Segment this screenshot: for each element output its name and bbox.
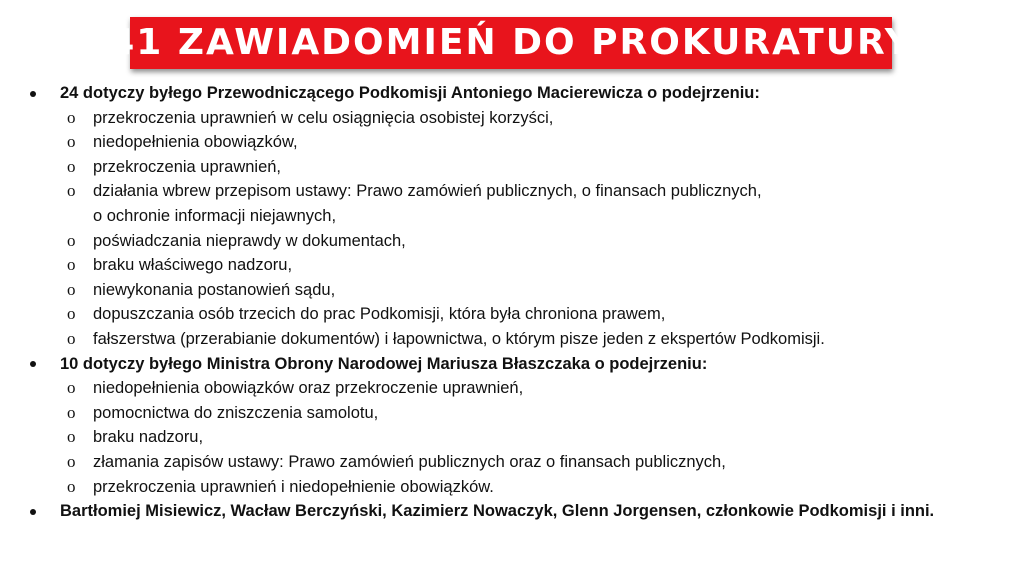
bullet-icon (30, 499, 40, 524)
subitem-text: niedopełnienia obowiązków oraz przekroczenie uprawnień, (93, 379, 524, 398)
list-subitem (0, 376, 1024, 401)
subitem-text: niewykonania postanowień sądu, (93, 280, 336, 299)
section3-heading: Bartłomiej Misiewicz, Wacław Berczyński, Kazimierz Nowaczyk, Glenn Jorgensen, członkowie Podkomisji i inni. (60, 502, 935, 521)
list-subitem (0, 155, 1024, 180)
list-subitem (0, 179, 1024, 204)
sub-bullet-icon: o (67, 255, 76, 275)
sub-bullet-icon: o (67, 304, 76, 324)
list-subitem (0, 475, 1024, 500)
subitem-text: przekroczenia uprawnień i niedopełnienie obowiązków. (93, 477, 494, 496)
list-subitem (0, 253, 1024, 278)
subitem-text: złamania zapisów ustawy: Prawo zamówień publicznych oraz o finansach publicznych, (93, 452, 726, 471)
subitem-text: fałszerstwa (przerabianie dokumentów) i łapownictwa, o którym pisze jeden z ekspertów Podkomisji. (93, 329, 825, 348)
title-banner (109, 17, 913, 69)
list-subitem (0, 302, 1024, 327)
sub-bullet-icon: o (67, 156, 76, 176)
sub-bullet-icon: o (67, 402, 76, 422)
subitem-text: przekroczenia uprawnień w celu osiągnięcia osobistej korzyści, (93, 108, 554, 127)
bullet-icon (30, 81, 40, 106)
subitem-text: niedopełnienia obowiązków, (93, 133, 298, 152)
list-item-section1 (0, 81, 1024, 106)
subitem-text: pomocnictwa do zniszczenia samolotu, (93, 403, 379, 422)
subitem-text: działania wbrew przepisom ustawy: Prawo zamówień publicznych, o finansach publicznych, (93, 182, 762, 201)
list-item-section2 (0, 352, 1024, 377)
sub-bullet-icon: o (67, 451, 76, 471)
section2-heading: 10 dotyczy byłego Ministra Obrony Narodowej Mariusza Błaszczaka o podejrzeniu: (60, 354, 708, 373)
sub-bullet-icon: o (67, 107, 76, 127)
subitem-text: dopuszczania osób trzecich do prac Podkomisji, która była chroniona prawem, (93, 305, 666, 324)
subitem-text-continuation: o ochronie informacji niejawnych, (93, 206, 337, 225)
list-subitem (0, 278, 1024, 303)
list-subitem (0, 327, 1024, 352)
content-list (0, 81, 1024, 524)
sub-bullet-icon: o (67, 132, 76, 152)
sub-bullet-icon: o (67, 181, 76, 201)
bullet-icon (30, 352, 40, 377)
subitem-text: braku właściwego nadzoru, (93, 256, 293, 275)
sub-bullet-icon: o (67, 476, 76, 496)
list-subitem (0, 229, 1024, 254)
sub-bullet-icon: o (67, 427, 76, 447)
list-subitem (0, 425, 1024, 450)
sub-bullet-icon: o (67, 230, 76, 250)
sub-bullet-icon: o (67, 279, 76, 299)
page-title: 41 ZAWIADOMIEŃ DO PROKURATURY (109, 22, 913, 63)
section1-heading: 24 dotyczy byłego Przewodniczącego Podkomisji Antoniego Macierewicza o podejrzeniu: (60, 84, 760, 102)
list-item-section3 (0, 499, 1024, 524)
sub-bullet-icon: o (67, 378, 76, 398)
list-subitem (0, 106, 1024, 131)
subitem-text: braku nadzoru, (93, 428, 204, 447)
subitem-text: przekroczenia uprawnień, (93, 157, 282, 176)
list-subitem (0, 450, 1024, 475)
list-subitem (0, 130, 1024, 155)
sub-bullet-icon: o (67, 328, 76, 348)
list-subitem (0, 401, 1024, 426)
subitem-text: poświadczania nieprawdy w dokumentach, (93, 231, 406, 250)
list-subitem-continuation (0, 204, 1024, 229)
